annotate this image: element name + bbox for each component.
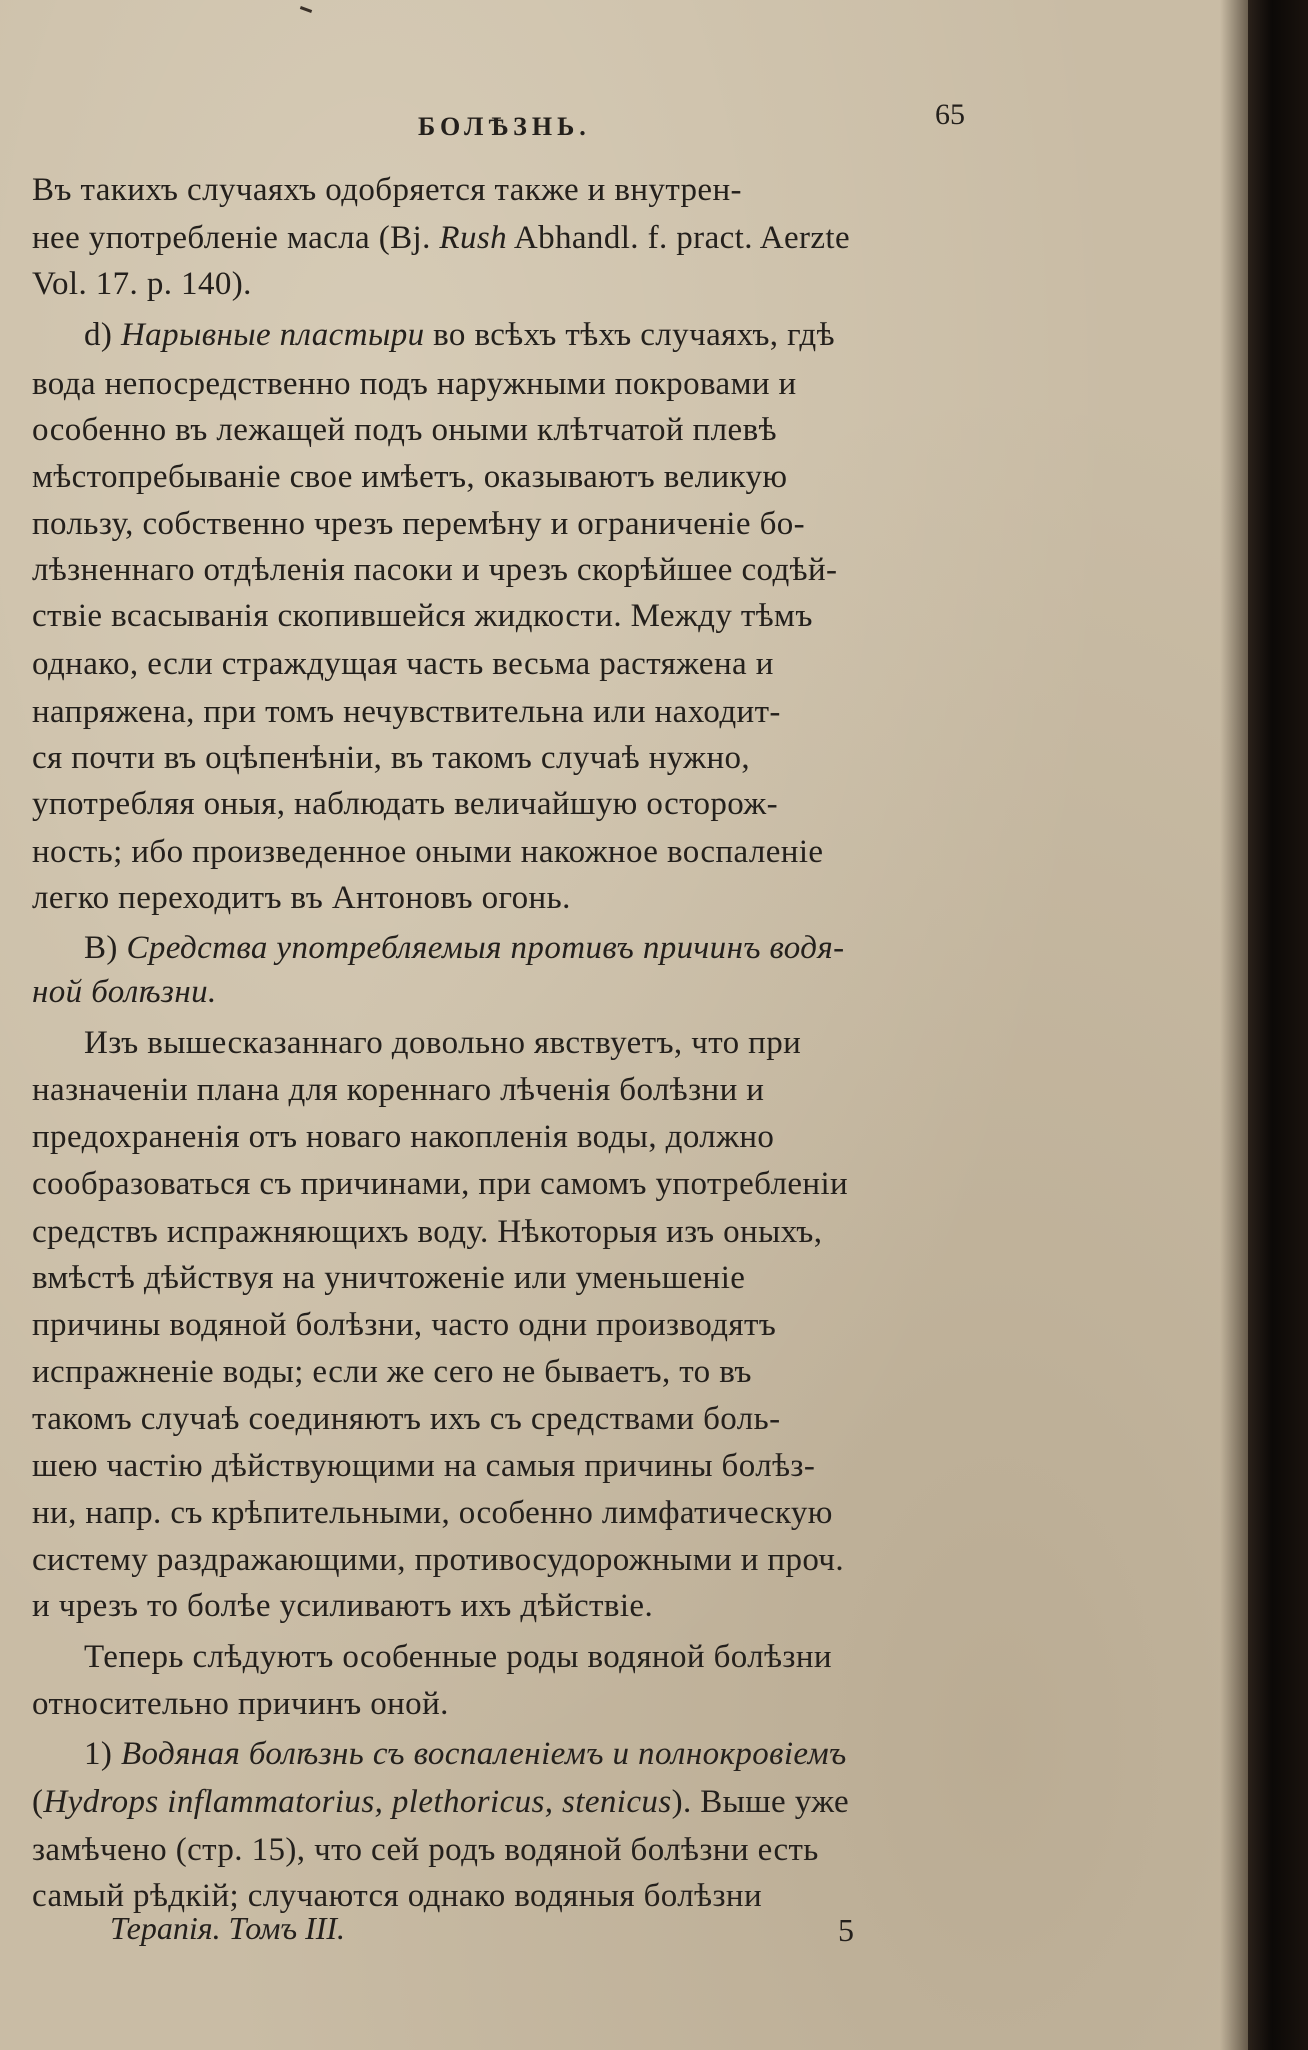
text-segment: вмѣстѣ дѣйствуя на уничтоженіе или уменьшеніе bbox=[32, 1260, 746, 1296]
text-segment: средствъ испражняющихъ воду. Нѣкоторыя изъ оныхъ, bbox=[32, 1214, 823, 1250]
text-segment: пользу, собственно чрезъ перемѣну и ограниченіе бо- bbox=[32, 506, 806, 542]
text-segment: сообразоваться съ причинами, при самомъ употребленіи bbox=[32, 1166, 849, 1202]
text-segment: и чрезъ то болѣе усиливаютъ ихъ дѣйствіе. bbox=[32, 1588, 654, 1624]
text-line bbox=[32, 970, 217, 1014]
text-line bbox=[84, 313, 835, 357]
text-line bbox=[32, 876, 571, 920]
text-segment: систему раздражающими, противосудорожными и проч. bbox=[32, 1542, 845, 1578]
text-line bbox=[32, 455, 787, 499]
text-segment: лѣзненнаго отдѣленія пасоки и чрезъ скорѣйшее содѣй- bbox=[32, 552, 838, 588]
text-segment: однако, если страждущая часть весьма растяжена и bbox=[32, 646, 774, 682]
book-spine bbox=[1248, 0, 1308, 2050]
text-line bbox=[32, 1162, 848, 1206]
text-line bbox=[32, 690, 781, 734]
page-number: 65 bbox=[935, 98, 965, 131]
text-line bbox=[32, 502, 805, 546]
text-line bbox=[32, 1115, 774, 1159]
text-line bbox=[32, 1350, 752, 1394]
text-line bbox=[32, 642, 774, 686]
text-line bbox=[32, 1584, 653, 1628]
text-segment: причины водяной болѣзни, часто одни производятъ bbox=[32, 1307, 777, 1343]
text-line bbox=[32, 1397, 780, 1441]
text-segment: B) bbox=[84, 930, 127, 966]
text-line bbox=[32, 216, 850, 260]
text-line bbox=[32, 168, 742, 212]
italic-text: Средства употребляемыя противъ причинъ водя- bbox=[126, 930, 845, 966]
text-segment: ( bbox=[32, 1784, 44, 1820]
italic-text: Rush bbox=[439, 220, 508, 256]
text-segment: легко переходитъ въ Антоновъ огонь. bbox=[32, 880, 571, 916]
text-segment: ни, напр. съ крѣпительными, особенно лимфатическую bbox=[32, 1495, 833, 1531]
text-segment: 1) bbox=[84, 1736, 121, 1772]
text-segment: самый рѣдкій; случаются однако водяныя болѣзни bbox=[32, 1878, 763, 1914]
text-line bbox=[32, 548, 837, 592]
text-line bbox=[32, 594, 813, 638]
italic-text: Hydrops inflammatorius, plethoricus, stenicus bbox=[43, 1784, 672, 1820]
italic-text: Нарывные пластыри bbox=[120, 317, 425, 353]
text-segment: во всѣхъ тѣхъ случаяхъ, гдѣ bbox=[424, 317, 835, 353]
text-line bbox=[32, 1780, 849, 1824]
text-line bbox=[32, 1828, 819, 1872]
text-segment: относительно причинъ оной. bbox=[32, 1686, 449, 1722]
text-segment: напряжена, при томъ нечувствительна или находит- bbox=[32, 694, 781, 730]
text-segment: употребляя оныя, наблюдать величайшую осторож- bbox=[32, 786, 778, 822]
text-segment: Vol. 17. p. 140). bbox=[32, 266, 252, 302]
text-line bbox=[32, 1538, 844, 1582]
text-segment: предохраненія отъ новаго накопленія воды, должно bbox=[32, 1119, 775, 1155]
text-line bbox=[32, 782, 778, 826]
text-line bbox=[32, 362, 797, 406]
text-line bbox=[32, 1210, 822, 1254]
text-segment: мѣстопребываніе свое имѣетъ, оказываютъ великую bbox=[32, 459, 788, 495]
text-segment: ся почти въ оцѣпенѣніи, въ такомъ случаѣ нужно, bbox=[32, 740, 751, 776]
text-line bbox=[84, 1732, 847, 1776]
text-line bbox=[84, 1635, 832, 1679]
text-line bbox=[84, 1021, 801, 1065]
text-line bbox=[32, 1491, 833, 1535]
text-line bbox=[32, 262, 252, 306]
text-line bbox=[32, 1068, 764, 1112]
text-line bbox=[32, 408, 777, 452]
text-segment: Abhandl. f. pract. Aerzte bbox=[507, 220, 851, 256]
text-segment: назначеніи плана для кореннаго лѣченія болѣзни и bbox=[32, 1072, 765, 1108]
text-segment: нее употребленіе масла (Bj. bbox=[32, 220, 440, 256]
text-segment: такомъ случаѣ соединяютъ ихъ съ средствами боль- bbox=[32, 1401, 781, 1437]
text-segment: d) bbox=[84, 317, 121, 353]
italic-text: Водяная болѣзнь съ воспаленіемъ и полнокровіемъ bbox=[120, 1736, 847, 1772]
text-line bbox=[84, 926, 845, 970]
signature-number: 5 bbox=[838, 1912, 854, 1948]
ink-mark bbox=[300, 6, 312, 13]
text-line bbox=[32, 1444, 815, 1488]
text-segment: Изъ вышесказаннаго довольно явствуетъ, что при bbox=[84, 1025, 802, 1061]
text-segment: испражненіе воды; если же сего не бываетъ, то въ bbox=[32, 1354, 752, 1390]
running-head: БОЛѢЗНЬ. bbox=[418, 112, 591, 141]
text-segment: особенно въ лежащей подъ оными клѣтчатой плевѣ bbox=[32, 412, 777, 448]
text-segment: Теперь слѣдуютъ особенные роды водяной болѣзни bbox=[84, 1639, 832, 1675]
text-segment: ность; ибо произведенное оными накожное воспаленіе bbox=[32, 834, 824, 870]
text-segment: ). Выше уже bbox=[671, 1784, 850, 1820]
text-segment: ствіе всасыванія скопившейся жидкости. Между тѣмъ bbox=[32, 598, 813, 634]
text-segment: вода непосредственно подъ наружными покровами и bbox=[32, 366, 797, 402]
text-line bbox=[32, 1256, 745, 1300]
text-line bbox=[32, 830, 823, 874]
text-segment: шею частію дѣйствующими на самыя причины болѣз- bbox=[32, 1448, 816, 1484]
text-segment: замѣчено (стр. 15), что сей родъ водяной болѣзни есть bbox=[32, 1832, 819, 1868]
text-line bbox=[32, 1682, 449, 1726]
text-line bbox=[32, 1303, 776, 1347]
signature-mark: Терапія. Томъ III. bbox=[110, 1910, 346, 1946]
text-line bbox=[32, 736, 750, 780]
text-segment: Въ такихъ случаяхъ одобряется также и внутрен- bbox=[32, 172, 742, 208]
italic-text: ной болѣзни. bbox=[32, 974, 217, 1010]
